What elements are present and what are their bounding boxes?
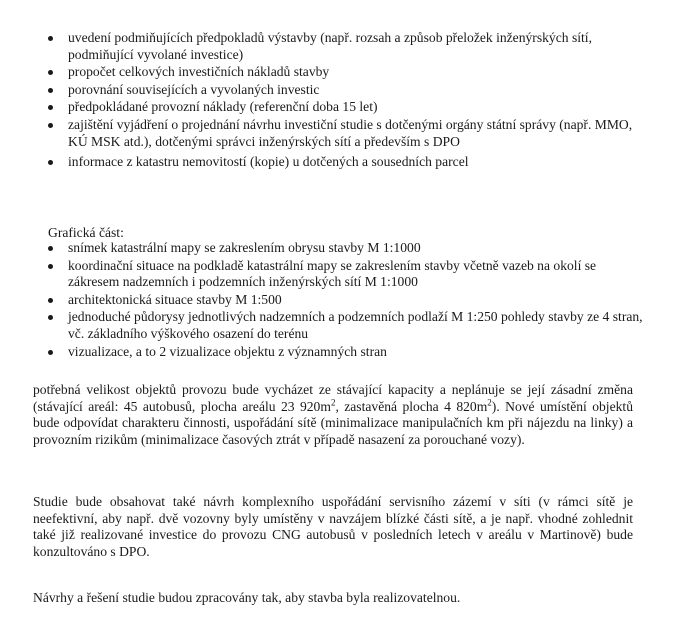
list-item-text: informace z katastru nemovitostí (kopie) u dotčených a sousedních parcel bbox=[68, 154, 469, 170]
list-item-text: jednoduché půdorysy jednotlivých nadzemních a podzemních podlaží M 1:250 pohledy stavby ze 4 stran, vč. základního výškového osazení do terénu bbox=[68, 309, 643, 341]
superscript: 2 bbox=[487, 397, 492, 408]
list-item-text: snímek katastrální mapy se zakreslením obrysu stavby M 1:1000 bbox=[68, 240, 421, 255]
bullet-icon bbox=[48, 350, 53, 355]
list-item bbox=[0, 99, 684, 116]
capacity-paragraph bbox=[33, 382, 633, 448]
closing-paragraph: Návrhy a řešení studie budou zpracovány tak, aby stavba byla realizovatelnou. bbox=[33, 590, 461, 605]
list-item bbox=[0, 292, 684, 309]
list-item bbox=[0, 30, 684, 63]
list-item-text: uvedení podmiňujících předpokladů výstavby (např. rozsah a způsob přeložek inženýrských sítí, podmiňující vyvolané investice) bbox=[68, 30, 592, 62]
list-item-text: porovnání souvisejících a vyvolaných investic bbox=[68, 81, 320, 97]
bullet-icon bbox=[48, 246, 53, 251]
paragraph-text: potřebná velikost objektů provozu bude vycházet ze stávající kapacity a neplánuje se její zásadní změna (stávající areál: 45 autobusů, plocha areálu 23 920m bbox=[33, 382, 633, 414]
list-item bbox=[0, 82, 684, 99]
list-item-text: předpokládané provozní náklady (referenční doba 15 let) bbox=[68, 99, 378, 115]
bullet-icon bbox=[48, 88, 53, 93]
list-item bbox=[0, 117, 684, 150]
bullet-icon bbox=[48, 70, 53, 75]
bullet-icon bbox=[48, 123, 53, 128]
list-item-text: propočet celkových investičních nákladů stavby bbox=[68, 64, 330, 80]
list-item-text: zajištění vyjádření o projednání návrhu investiční studie s dotčenými orgány státní správy (např. MMO, KÚ MSK atd.), dotčenými správci inženýrských sítí a především s DPO bbox=[68, 116, 633, 149]
list-item bbox=[0, 344, 684, 361]
list-item bbox=[0, 258, 684, 291]
requirements-list bbox=[0, 30, 684, 172]
superscript: 2 bbox=[330, 397, 336, 408]
graphic-part-list bbox=[0, 240, 684, 361]
list-item bbox=[0, 309, 684, 342]
list-item bbox=[0, 240, 684, 257]
list-item-text: koordinační situace na podkladě katastrální mapy se zakreslením stavby včetně vazeb na okolí se zákresem nadzemních i podzemních inženýrských sítí M 1:1000 bbox=[68, 257, 597, 290]
graphic-part-heading: Grafická část: bbox=[48, 225, 124, 240]
bullet-icon bbox=[48, 298, 53, 303]
bullet-icon bbox=[48, 315, 53, 320]
bullet-icon bbox=[48, 264, 53, 269]
list-item bbox=[0, 64, 684, 81]
paragraph-text: ). Nové umístění objektů bude odpovídat charakteru činnosti, uspořádání sítě (minimalizace manipulačních km při nájezdu na linky) a provozním rizikům (minimalizace časových ztrát v případě nasazení za porouchané vozy). bbox=[33, 398, 633, 447]
bullet-icon bbox=[48, 36, 53, 41]
list-item-text: vizualizace, a to 2 vizualizace objektu z významných stran bbox=[68, 343, 387, 359]
bullet-icon bbox=[48, 105, 53, 110]
list-item-text: architektonická situace stavby M 1:500 bbox=[68, 291, 282, 307]
paragraph-text: , zastavěná plocha 4 820m bbox=[335, 398, 488, 414]
servicing-paragraph: Studie bude obsahovat také návrh komplexního uspořádání servisního zázemí v síti (v rámci sítě je neefektivní, aby např. dvě vozovny byly umístěny v navzájem blízké části sítě, a je např. vhodné zohlednit také již realizované investice do provozu CNG autobusů v posledních letech v areálu v Martinově) bude konzultováno s DPO. bbox=[33, 494, 633, 559]
bullet-icon bbox=[48, 160, 53, 165]
list-item bbox=[0, 154, 684, 171]
